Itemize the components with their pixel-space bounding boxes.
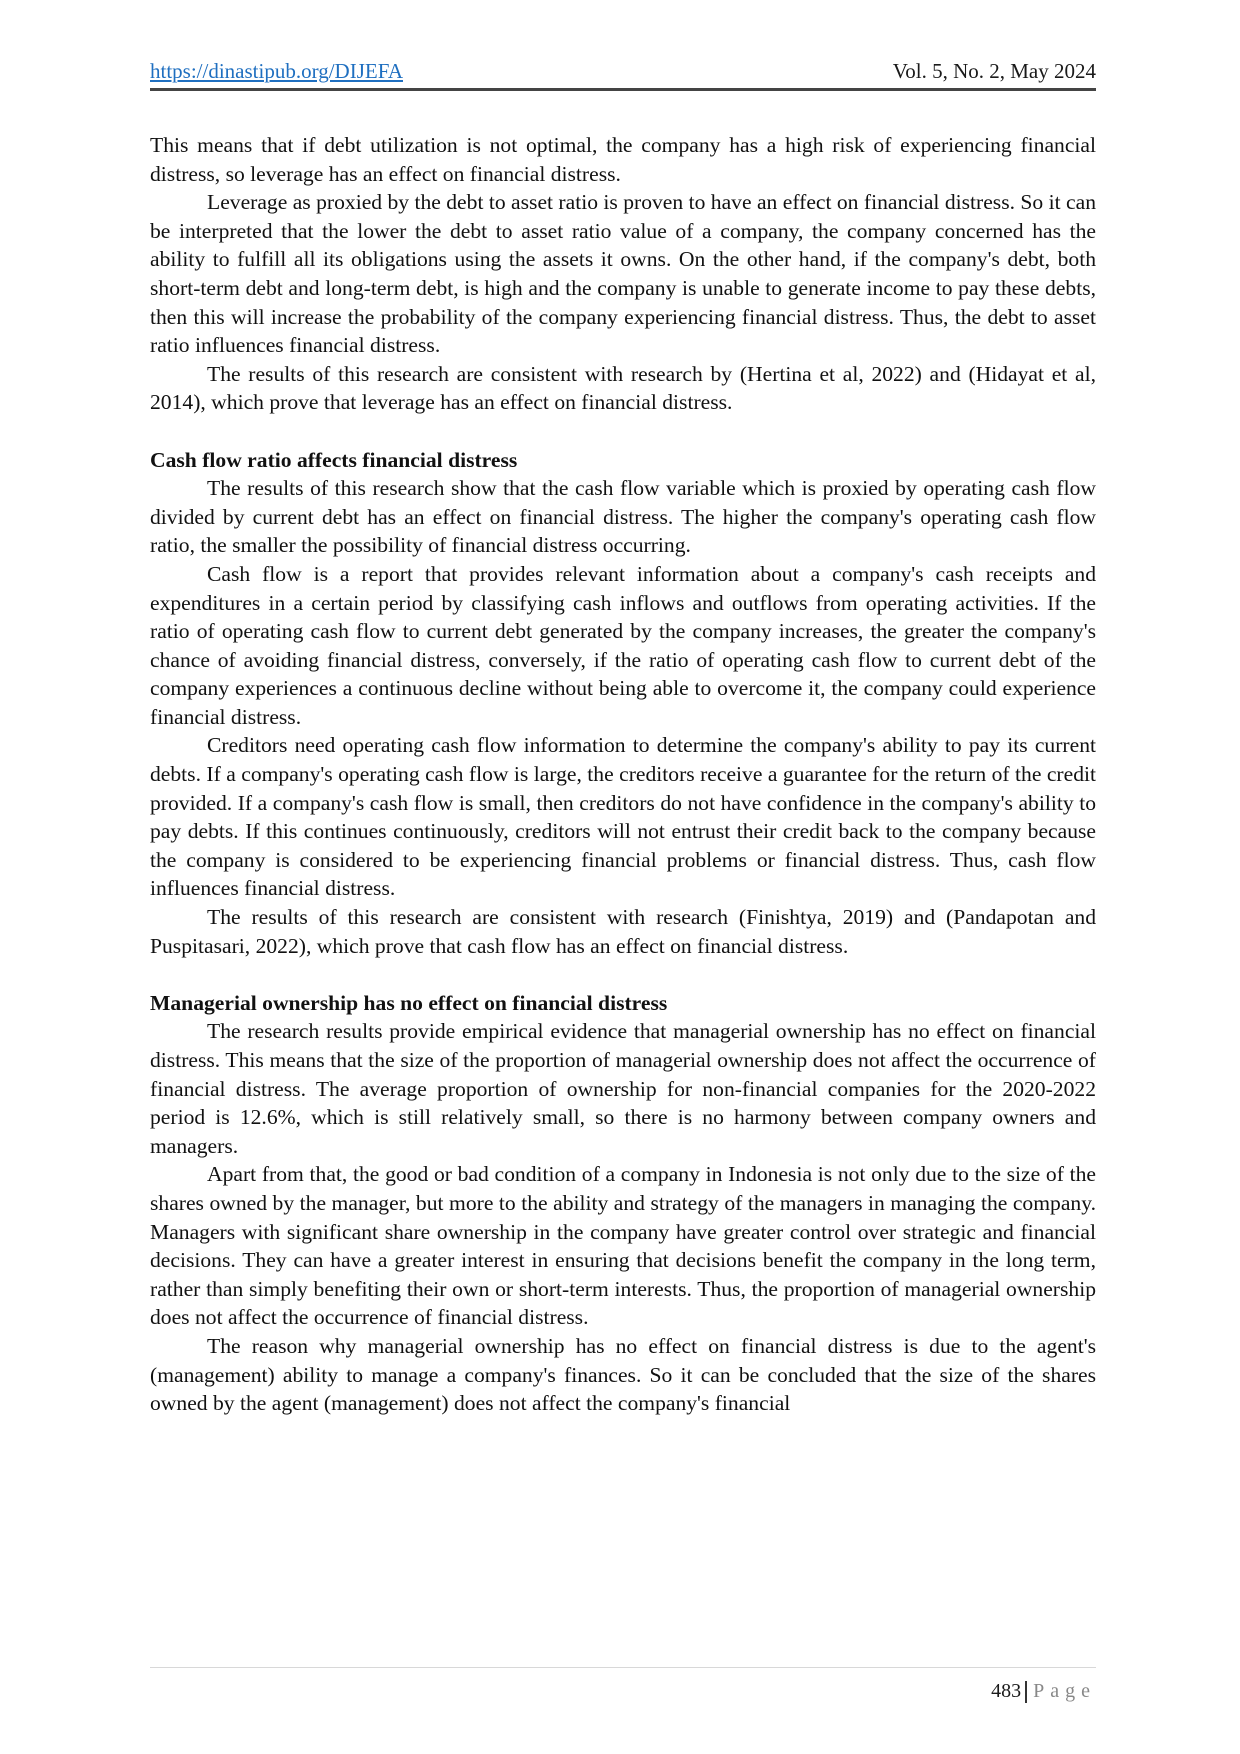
body-text <box>150 131 1096 1418</box>
paragraph: Leverage as proxied by the debt to asset ratio is proven to have an effect on financial distress. So it can be interpreted that the lower the debt to asset ratio value of a company, the company concerned has the ability to fulfill all its obligations using the assets it owns. On the other hand, if the company's debt, both short-term debt and long-term debt, is high and the company is unable to generate income to pay these debts, then this will increase the probability of the company experiencing financial distress. Thus, the debt to asset ratio influences financial distress. <box>150 190 1096 358</box>
page-number: 483 <box>991 1680 1022 1702</box>
paragraph: The results of this research are consistent with research (Finishtya, 2019) and (Pandapotan and Puspitasari, 2022), which prove that cash flow has an effect on financial distress. <box>150 905 1096 958</box>
paragraph: The reason why managerial ownership has no effect on financial distress is due to the agent's (management) ability to manage a company's finances. So it can be concluded that the size of the shares owned by the agent (management) does not affect the company's financial <box>150 1333 1096 1416</box>
page-label: Page <box>1033 1680 1096 1702</box>
footer-divider <box>150 1667 1096 1668</box>
paragraph: The results of this research are consistent with research by (Hertina et al, 2022) and (Hidayat et al, 2014), which prove that leverage has an effect on financial distress. <box>150 361 1096 415</box>
page-footer <box>991 1680 1096 1703</box>
footer-separator <box>1025 1681 1027 1703</box>
paragraph: Apart from that, the good or bad condition of a company in Indonesia is not only due to the size of the shares owned by the manager, but more to the ability and strategy of the managers in managing the company. Managers with significant share ownership in the company have greater control over strategic and financial decisions. They can have a greater interest in ensuring that decisions benefit the company in the long term, rather than simply benefiting their own or short-term interests. Thus, the proportion of managerial ownership does not affect the occurrence of financial distress. <box>150 1162 1096 1330</box>
section-heading-cash-flow: Cash flow ratio affects financial distress <box>150 447 518 472</box>
paragraph: Creditors need operating cash flow information to determine the company's ability to pay its current debts. If a company's operating cash flow is large, the creditors receive a guarantee for the return of the credit provided. If a company's cash flow is small, then creditors do not have confidence in the company's ability to pay debts. If this continues continuously, creditors will not entrust their credit back to the company because the company is considered to be experiencing financial problems or financial distress. Thus, cash flow influences financial distress. <box>150 733 1096 901</box>
paragraph: Cash flow is a report that provides relevant information about a company's cash receipts and expenditures in a certain period by classifying cash inflows and outflows from operating activities. If the ratio of operating cash flow to current debt generated by the company increases, the greater the company's chance of avoiding financial distress, conversely, if the ratio of operating cash flow to current debt of the company experiences a continuous decline without being able to overcome it, the company could experience financial distress. <box>150 561 1096 729</box>
paragraph: This means that if debt utilization is not optimal, the company has a high risk of experiencing financial distress, so leverage has an effect on financial distress. <box>150 133 1096 186</box>
header-divider <box>150 88 1096 91</box>
journal-link[interactable]: https://dinastipub.org/DIJEFA <box>150 59 403 83</box>
paragraph: The results of this research show that the cash flow variable which is proxied by operating cash flow divided by current debt has an effect on financial distress. The higher the company's operating cash flow ratio, the smaller the possibility of financial distress occurring. <box>150 476 1096 558</box>
section-heading-managerial-ownership: Managerial ownership has no effect on financial distress <box>150 990 668 1015</box>
paragraph: The research results provide empirical evidence that managerial ownership has no effect on financial distress. This means that the size of the proportion of managerial ownership does not affect the occurrence of financial distress. The average proportion of ownership for non-financial companies for the 2020-2022 period is 12.6%, which is still relatively small, so there is no harmony between company owners and managers. <box>150 1019 1096 1158</box>
page-header <box>150 58 1096 84</box>
volume-info: Vol. 5, No. 2, May 2024 <box>892 59 1096 83</box>
